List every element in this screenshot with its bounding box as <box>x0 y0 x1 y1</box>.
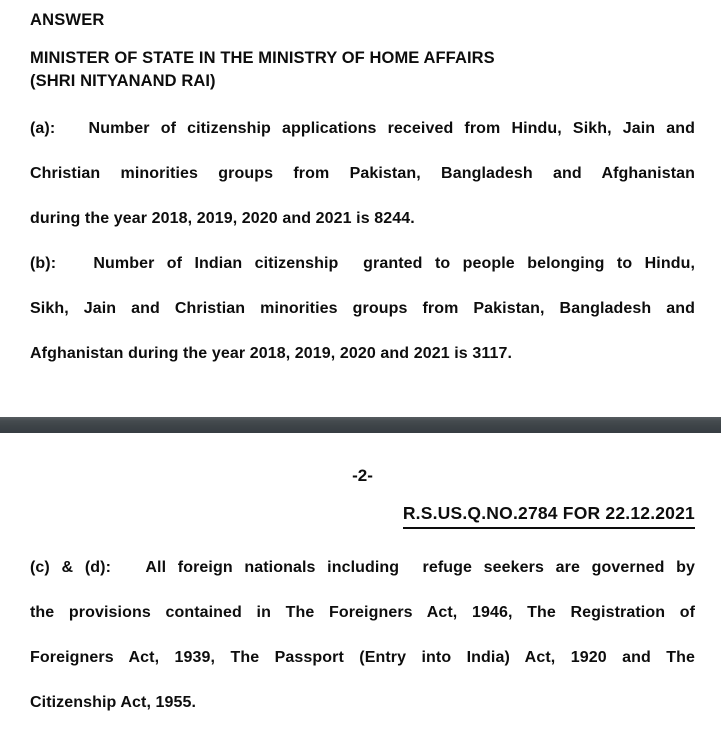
text-line: Christian minorities groups from Pakistan, Bangladesh and Afghanistan <box>30 165 695 182</box>
text-line: (b): Number of Indian citizenship granted to people belonging to Hindu, <box>30 255 695 272</box>
page-break-separator <box>0 417 721 433</box>
text-line: Citizenship Act, 1955. <box>30 694 197 711</box>
minister-heading <box>30 47 695 93</box>
answer-heading: ANSWER <box>30 11 105 29</box>
text-line: the provisions contained in The Foreigners Act, 1946, The Registration of <box>30 604 695 621</box>
minister-name-line: (SHRI NITYANAND RAI) <box>30 72 216 90</box>
page-number: -2- <box>352 466 373 485</box>
text-line: Afghanistan during the year 2018, 2019, 2020 and 2021 is 3117. <box>30 345 512 362</box>
paragraph-a <box>30 106 695 241</box>
paragraph-b <box>30 241 695 376</box>
text-line: (c) & (d): All foreign nationals including refuge seekers are governed by <box>30 559 695 576</box>
paragraph-c-d <box>30 545 695 725</box>
minister-title-line: MINISTER OF STATE IN THE MINISTRY OF HOME AFFAIRS <box>30 49 495 67</box>
question-reference-row <box>30 502 695 529</box>
page2-content <box>0 464 721 725</box>
text-line: Sikh, Jain and Christian minorities groups from Pakistan, Bangladesh and <box>30 300 695 317</box>
text-line: Foreigners Act, 1939, The Passport (Entry into India) Act, 1920 and The <box>30 649 695 666</box>
text-line: during the year 2018, 2019, 2020 and 2021 is 8244. <box>30 210 415 227</box>
page1-content <box>0 9 721 376</box>
text-line: (a): Number of citizenship applications received from Hindu, Sikh, Jain and <box>30 120 695 137</box>
question-reference: R.S.US.Q.NO.2784 FOR 22.12.2021 <box>403 502 695 529</box>
